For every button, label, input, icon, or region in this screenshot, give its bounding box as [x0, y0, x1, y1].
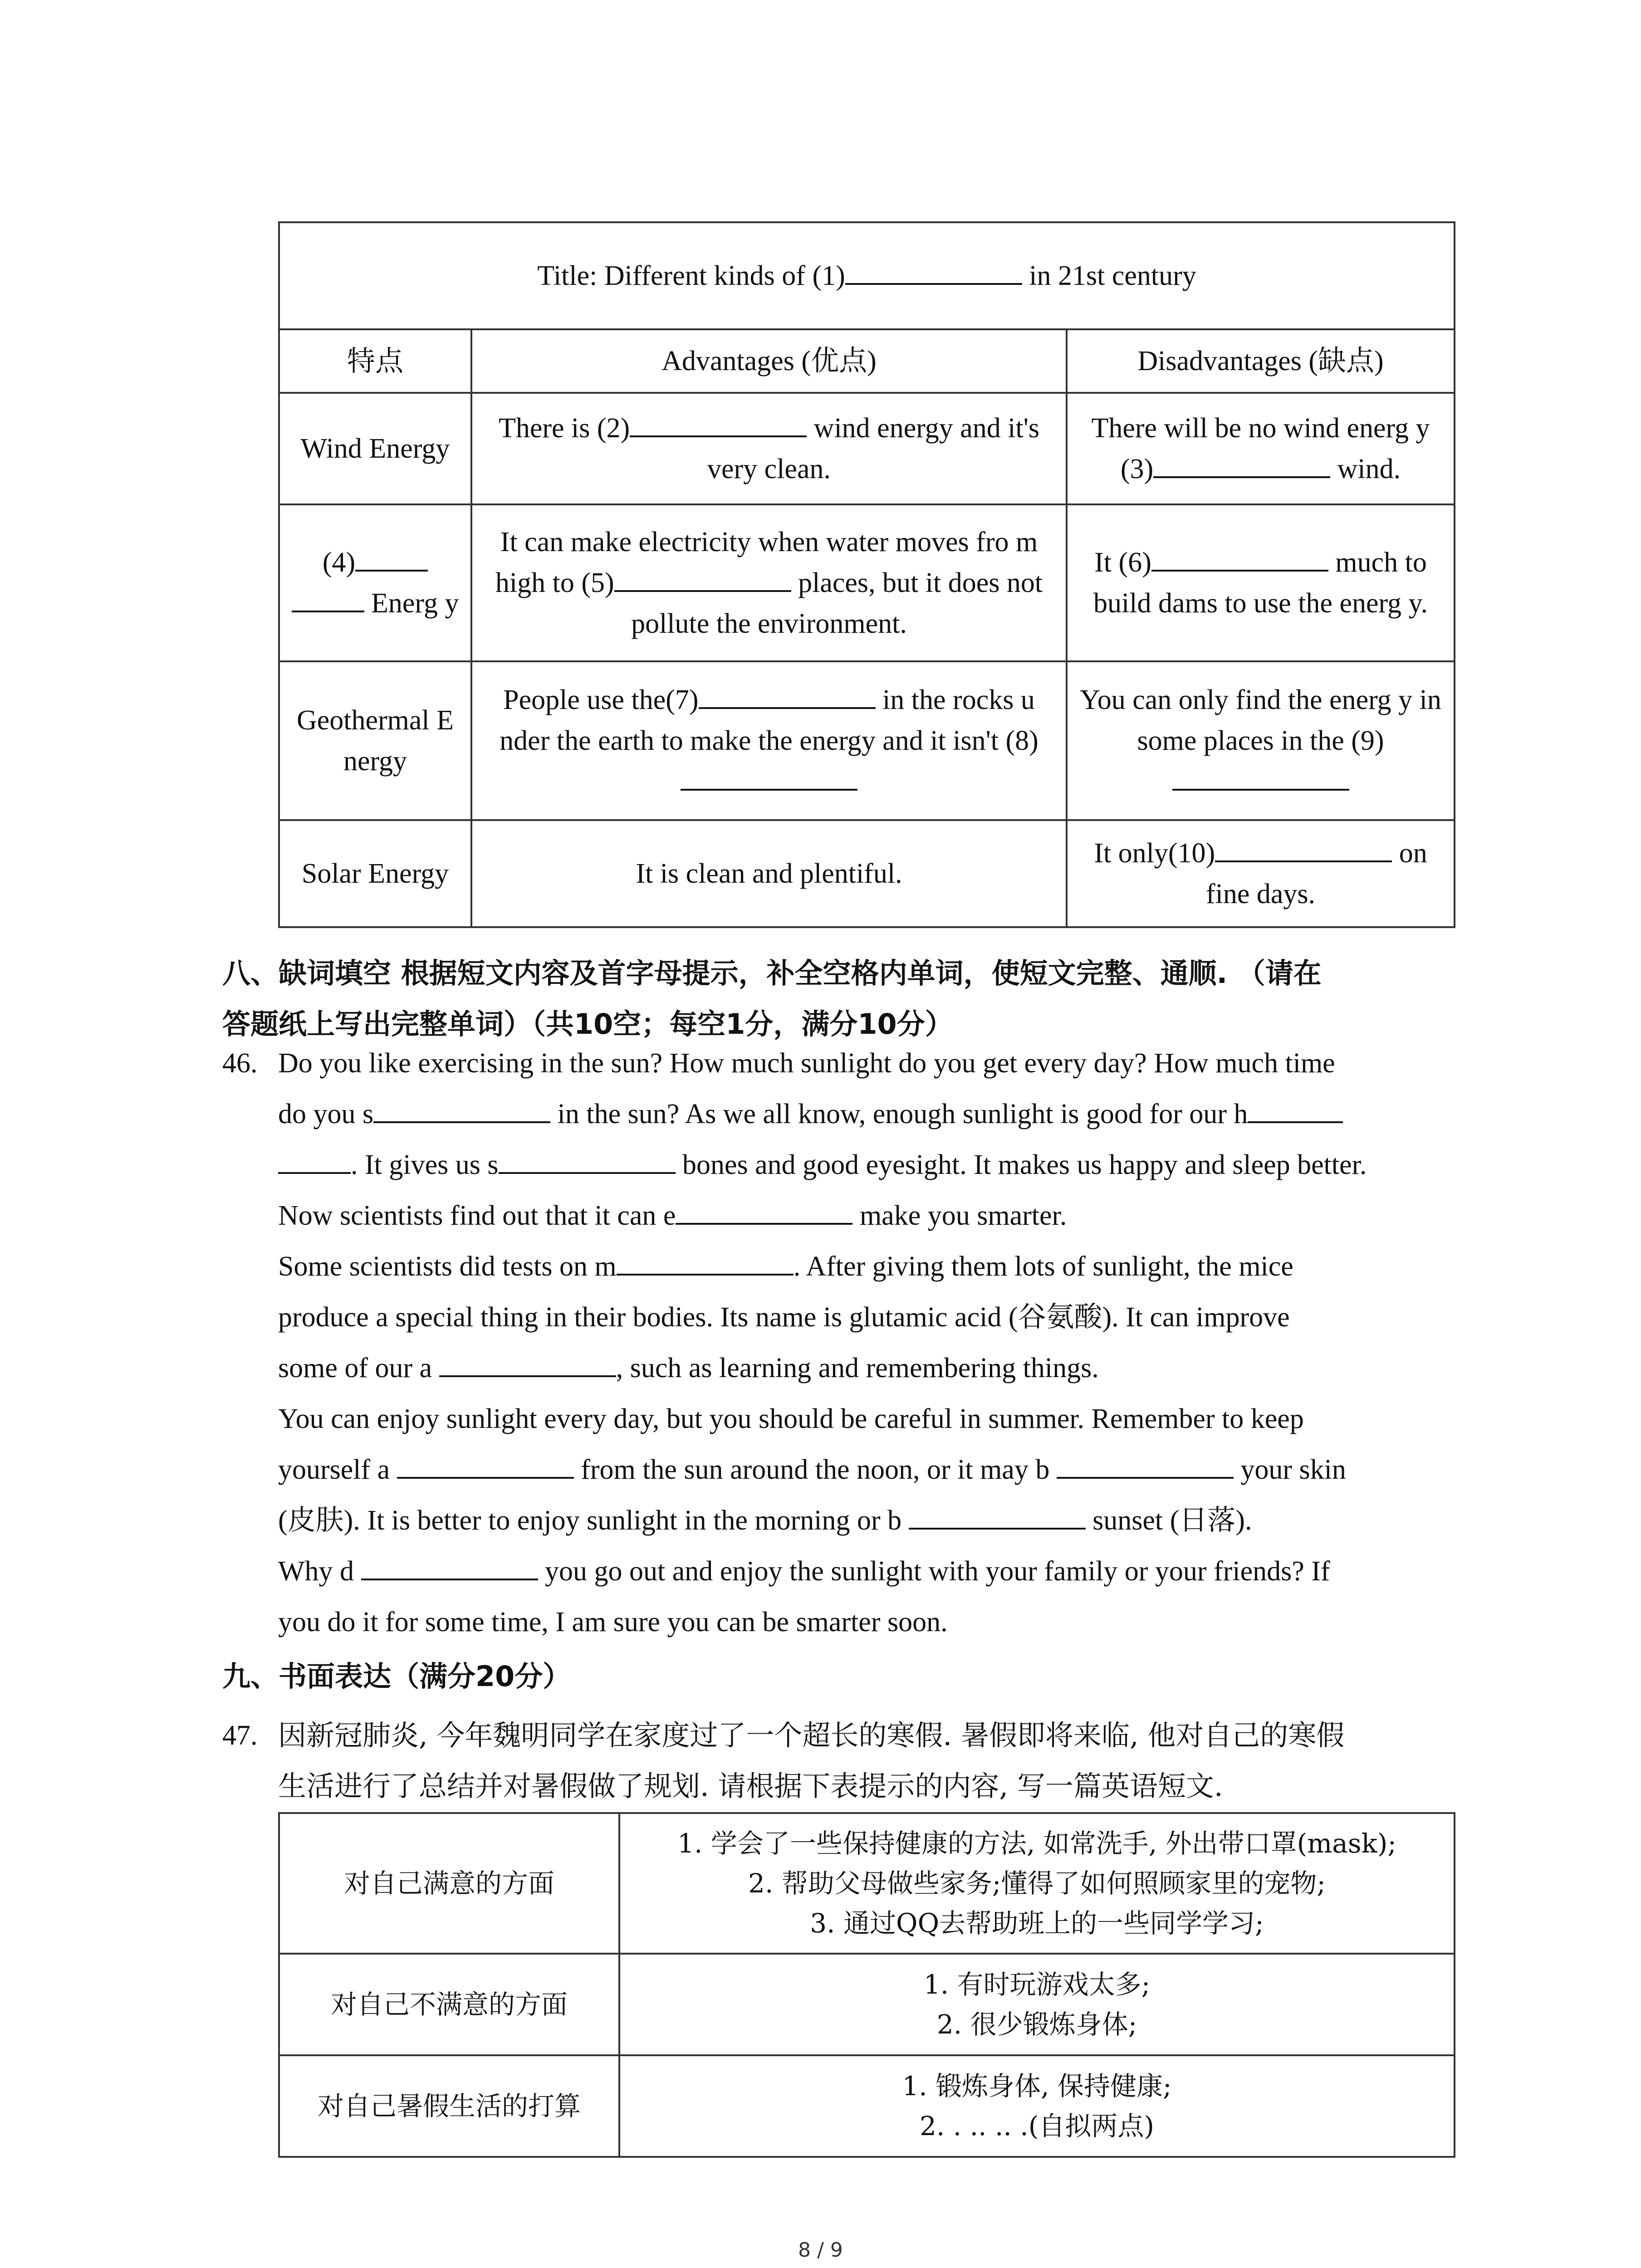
blank-3[interactable] — [1153, 449, 1330, 478]
table-title-suffix: in 21st century — [1022, 260, 1196, 291]
adv-water-energy — [471, 504, 1067, 661]
row-wind-energy — [279, 393, 1455, 504]
question-number-46: 46. — [222, 1048, 258, 1079]
intro-line-1: 因新冠肺炎, 今年魏明同学在家度过了一个超长的寒假. 暑假即将来临, 他对自己的寒假 — [278, 1719, 1345, 1752]
row-items-unsatisfied — [619, 1954, 1455, 2055]
list-item: 2. 帮助父母做些家务;懂得了如何照顾家里的宠物; — [748, 1868, 1326, 1899]
dis-water-text-b: much to build dams to use the energ y. — [1093, 547, 1428, 619]
row-solar-energy — [279, 820, 1455, 927]
dis-wind-energy — [1067, 393, 1455, 504]
passage-text: Now scientists find out that it can e — [278, 1200, 676, 1231]
passage-text: (皮肤). It is better to enjoy sunlight in the morning or b — [278, 1505, 909, 1536]
passage-text: . After giving them lots of sunlight, the mice — [793, 1251, 1293, 1282]
dis-wind-text-b: wind. — [1330, 454, 1401, 484]
table-header-row — [279, 329, 1455, 393]
list-item: 2. 很少锻炼身体; — [936, 2009, 1137, 2040]
adv-geo-text-a: People use the(7) — [503, 684, 699, 715]
dis-solar-text-a: It only(10) — [1094, 838, 1215, 869]
label-water-text-b: Energ y — [364, 588, 459, 619]
label-geothermal-energy: Geothermal E nergy — [279, 661, 471, 820]
passage-line — [278, 1597, 1467, 1647]
header-feature: 特点 — [279, 329, 471, 393]
passage-text: do you s — [278, 1099, 374, 1129]
cloze-blank[interactable] — [439, 1348, 616, 1377]
passage-line — [278, 1139, 1467, 1190]
list-item: 3. 通过QQ去帮助班上的一些同学学习; — [810, 1908, 1264, 1939]
passage-line — [278, 1343, 1467, 1393]
cloze-blank[interactable] — [397, 1450, 574, 1479]
dis-wind-text-a: There will be no wind energ y (3) — [1091, 413, 1430, 484]
passage-line — [278, 1190, 1467, 1241]
passage-text: make you smarter. — [852, 1200, 1067, 1231]
row-label-satisfied: 对自己满意的方面 — [279, 1813, 619, 1954]
passage-text: Why d — [278, 1556, 361, 1587]
blank-1[interactable] — [845, 256, 1022, 285]
summary-plan-table — [278, 1812, 1455, 2158]
table-row — [279, 1954, 1455, 2055]
section9-heading: 九、书面表达（满分20分） — [222, 1660, 571, 1693]
adv-geo-text-b: in the rocks u nder the earth to make the energy and it isn't (8) — [500, 684, 1038, 756]
blank-5[interactable] — [614, 563, 791, 592]
cloze-blank[interactable] — [1248, 1094, 1343, 1123]
cloze-blank[interactable] — [499, 1145, 676, 1174]
passage-text: , such as learning and remembering things. — [616, 1353, 1099, 1383]
passage-text: your skin — [1233, 1454, 1346, 1485]
passage-text: yourself a — [278, 1454, 397, 1485]
row-label-unsatisfied: 对自己不满意的方面 — [279, 1954, 619, 2055]
passage-text: in the sun? As we all know, enough sunlight is good for our h — [550, 1099, 1248, 1129]
cloze-blank[interactable] — [909, 1501, 1086, 1530]
dis-water-energy — [1067, 504, 1455, 661]
dis-solar-energy — [1067, 820, 1455, 927]
label-water-energy — [279, 504, 471, 661]
blank-4b[interactable] — [292, 583, 364, 612]
cloze-blank[interactable] — [278, 1145, 351, 1174]
section8-heading-line2: 答题纸上写出完整单词）（共10空；每空1分，满分10分） — [222, 1007, 953, 1041]
page-number: 8 / 9 — [798, 2239, 843, 2262]
blank-4a[interactable] — [355, 543, 428, 572]
adv-geothermal-energy — [471, 661, 1067, 820]
label-solar-energy: Solar Energy — [279, 820, 471, 927]
passage-line — [278, 1089, 1467, 1139]
table-row — [279, 1813, 1455, 1954]
table-title-cell — [279, 222, 1455, 329]
cloze-blank[interactable] — [617, 1246, 794, 1276]
list-item: 2. . .. .. .(自拟两点) — [920, 2111, 1154, 2141]
cloze-blank[interactable] — [361, 1551, 538, 1580]
table-row — [279, 2055, 1455, 2157]
adv-water-text-a: It can make electricity when water moves fro m high to (5) — [495, 527, 1038, 598]
table-title-prefix: Title: Different kinds of (1) — [537, 260, 845, 291]
row-label-summer-plan: 对自己暑假生活的打算 — [279, 2055, 619, 2157]
dis-solar-text-b: on fine days. — [1205, 838, 1427, 909]
cloze-blank[interactable] — [373, 1094, 550, 1123]
blank-8[interactable] — [681, 762, 857, 791]
passage-text: from the sun around the noon, or it may b — [573, 1454, 1057, 1485]
header-advantages: Advantages (优点) — [471, 329, 1067, 393]
label-wind-energy: Wind Energy — [279, 393, 471, 504]
table-title-row — [279, 222, 1455, 329]
dis-geothermal-energy — [1067, 661, 1455, 820]
label-water-text-a: (4) — [322, 547, 356, 578]
writing-task-intro — [278, 1710, 1467, 1812]
adv-solar-energy: It is clean and plentiful. — [471, 820, 1067, 927]
row-items-summer-plan — [619, 2055, 1455, 2157]
adv-wind-text-a: There is (2) — [498, 413, 630, 444]
passage-line — [278, 1495, 1467, 1546]
passage-text: . It gives us s — [351, 1149, 499, 1180]
blank-2[interactable] — [630, 408, 807, 437]
passage-line — [278, 1546, 1467, 1597]
row-geothermal-energy — [279, 661, 1455, 820]
blank-6[interactable] — [1151, 543, 1328, 572]
question-number-47: 47. — [222, 1720, 258, 1751]
blank-10[interactable] — [1215, 833, 1392, 862]
cloze-blank[interactable] — [1057, 1450, 1234, 1479]
row-items-satisfied — [619, 1813, 1455, 1954]
passage-text: sunset (日落). — [1085, 1505, 1252, 1536]
blank-9[interactable] — [1172, 762, 1349, 791]
intro-line-2: 生活进行了总结并对暑假做了规划. 请根据下表提示的内容, 写一篇英语短文. — [278, 1769, 1223, 1803]
passage-text: some of our a — [278, 1353, 439, 1383]
passage-text: bones and good eyesight. It makes us happy and sleep better. — [675, 1149, 1367, 1180]
passage-text: you do it for some time, I am sure you can be smarter soon. — [278, 1607, 948, 1637]
adv-water-text-b: places, but it does not pollute the environment. — [631, 567, 1043, 639]
energy-table — [278, 221, 1455, 928]
cloze-blank[interactable] — [676, 1196, 852, 1225]
dis-geo-text-a: You can only find the energ y in some places in the (9) — [1080, 684, 1441, 756]
passage-text: Do you like exercising in the sun? How much sunlight do you get every day? How much time — [278, 1048, 1335, 1079]
adv-wind-text-b: wind energy and it's very clean. — [707, 413, 1040, 484]
blank-7[interactable] — [699, 680, 876, 709]
section8-heading — [222, 948, 1322, 1050]
adv-wind-energy — [471, 393, 1067, 504]
list-item: 1. 学会了一些保持健康的方法, 如常洗手, 外出带口罩(mask); — [677, 1828, 1396, 1859]
passage-text: you go out and enjoy the sunlight with your family or your friends? If — [538, 1556, 1330, 1587]
passage-line — [278, 1241, 1467, 1292]
passage-line — [278, 1038, 1467, 1089]
section8-heading-line1: 八、缺词填空 根据短文内容及首字母提示，补全空格内单词，使短文完整、通顺. （请在 — [222, 957, 1322, 990]
passage-line — [278, 1292, 1467, 1343]
passage-text: produce a special thing in their bodies. Its name is glutamic acid (谷氨酸). It can improve — [278, 1302, 1290, 1333]
row-water-energy — [279, 504, 1455, 661]
cloze-passage — [278, 1038, 1467, 1647]
passage-text: You can enjoy sunlight every day, but you should be careful in summer. Remember to keep — [278, 1403, 1304, 1434]
passage-line — [278, 1393, 1467, 1444]
list-item: 1. 锻炼身体, 保持健康; — [902, 2071, 1172, 2102]
header-disadvantages: Disadvantages (缺点) — [1067, 329, 1455, 393]
list-item: 1. 有时玩游戏太多; — [923, 1969, 1151, 2000]
dis-water-text-a: It (6) — [1094, 547, 1151, 578]
passage-text: Some scientists did tests on m — [278, 1251, 617, 1282]
passage-line — [278, 1444, 1467, 1495]
